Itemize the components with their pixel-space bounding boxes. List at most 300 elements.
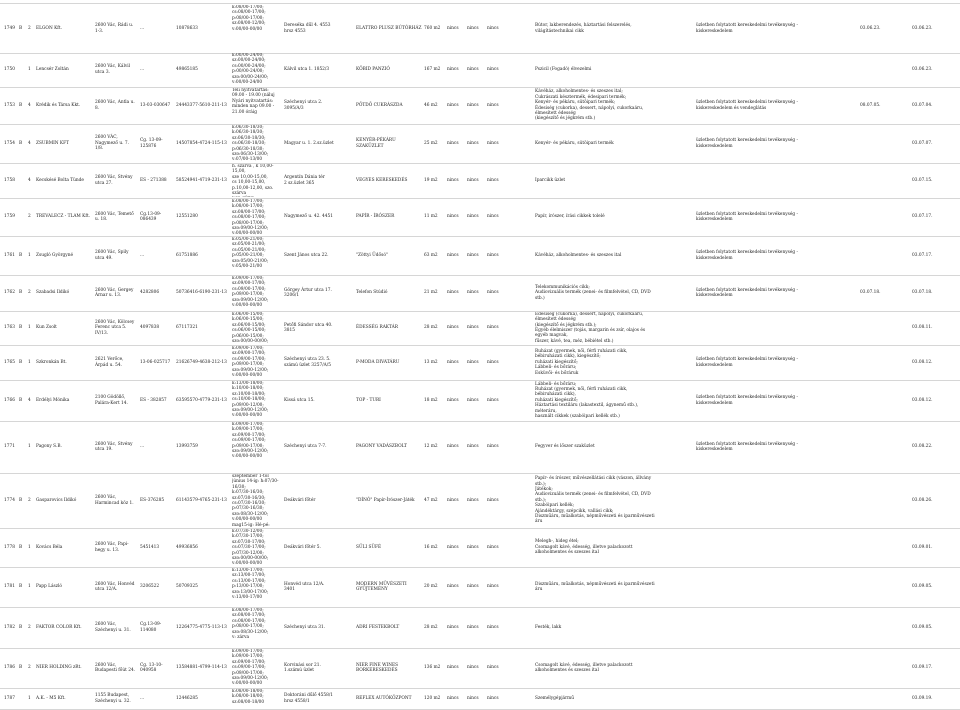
cell-name: FAKTOR COLOR Kft. [36,624,82,630]
cell-addr: 2600 Vác, Antla u. 8. [95,100,135,111]
table-row [0,607,960,649]
cell-place: Szent János utca 22. [284,252,329,258]
cell-reg: Cg.13-09-114080 [140,622,162,633]
cell-area: 18 m2 [424,397,438,403]
cell-shop: TOP - TURI [356,397,381,403]
cell-area: 760 m2 [424,25,441,31]
cell-hours: k:06/00-15/00; k:06/00-15/00; sz:06/00-15/00; cs:06/00-15/00; p:06/00-15/00; szo:00/00-00/00; [232,312,269,344]
cell-addr: 2600 Vác, Széchenyi u. 31. [95,622,131,633]
cell-a1: nincs [447,66,459,72]
cell-a3: nincs [487,290,499,296]
cell-a2: nincs [467,624,479,630]
table-row [0,236,960,276]
cell-area: 13 m2 [424,359,438,365]
cell-area: 19 m2 [424,177,438,183]
cell-act: üzletben folytatott kereskedelmi tevékenység - kiskereskedelem [696,250,798,261]
cell-reg: 3206522 [140,584,160,590]
cell-id: 1750 [4,66,15,72]
cell-tax: 49936856 [176,544,198,550]
cell-tax: 49865185 [176,66,198,72]
cell-t: B [19,252,23,258]
cell-id: 1754 [4,140,15,146]
cell-d1 [860,608,890,647]
cell-area: 120 m2 [424,695,441,701]
cell-id: 1759 [4,214,15,220]
cell-a3: nincs [487,214,499,220]
cell-goods: Festék, lakk [535,624,562,630]
cell-d2: 03.07.15. [912,177,933,183]
cell-act [696,689,831,708]
table-row [0,528,960,568]
cell-shop: "Zöttyi Üdősó" [356,252,388,258]
cell-reg: ... [140,252,145,258]
cell-addr: 1155 Budapest, Széchenyi u. 32. [95,693,131,704]
table-row [0,567,960,608]
cell-tax: 12446285 [176,695,198,701]
cell-hours: k:06/30-18/30; k:06/30-18/30; sz:06/30-18/30; cs:06/30-18/30; p:06/30-18/30; szo:06/30-13/00; v:07/00-13/00 [232,125,269,162]
cell-addr: 2600 Vác, Budapesti főút 24. [95,662,136,673]
cell-addr: 2600 Vác, Honvéd utca 12/A. [95,581,135,592]
cell-tax: 67117321 [176,325,198,331]
table-row [0,380,960,422]
cell-place: Korvinási sor 21. 1.számú üzlet [284,662,321,673]
cell-t [19,164,26,197]
cell-id: 1761 [4,252,15,258]
cell-place: Dereséka dűl 4. 4553 hrsz 4553 [284,23,331,34]
cell-hours: k:09/00-17/00; k:09/00-17/00; sz:09/00-17/00; cs:09/00-17/00; p:09/00-17/00; szo:09/00-12/00; v:00/00-00/00 [232,422,269,460]
cell-a1: nincs [447,325,459,331]
cell-area: 25 m2 [424,140,438,146]
cell-place: Nagymező u. 42. 4451 [284,214,333,220]
cell-act: üzletben folytatott kereskedelmi tevékenység - kiskereskedelem [696,441,798,452]
cell-d2: 03.07.18. [912,290,933,296]
cell-d2: 03.09.05. [912,624,933,630]
cell-a1: nincs [447,140,459,146]
table-row [0,3,960,54]
cell-a3: nincs [487,695,499,701]
cell-a3: nincs [487,444,499,450]
cell-a3: nincs [487,584,499,590]
cell-reg: ... [140,25,145,31]
cell-id: 1765 [4,359,15,365]
cell-reg: 13-06-025717 [140,359,171,365]
cell-area: 28 m2 [424,624,438,630]
cell-a3: nincs [487,25,499,31]
cell-d1 [860,689,890,708]
cell-tax: 12264775-4775-113-13 [176,624,227,630]
cell-t: B [19,25,23,31]
cell-reg: Cg.13-09-086439 [140,211,162,222]
cell-name: Zsugló Györgyné [36,252,74,258]
cell-a1: nincs [447,177,459,183]
cell-area: 47 m2 [424,497,438,503]
cell-hours: h. szárva , k 10,00-15,00, sze 10,00-15,00, cs 10,00-15,00, p.10,00-12,00, szo. szárva [232,164,274,197]
cell-a1: nincs [447,290,459,296]
cell-tax: 10878633 [176,25,198,31]
cell-a1: nincs [447,584,459,590]
cell-hours: k:00/00-24/00; sz:00/00-24/00; cs:00/00-24/00; p:00/00-24/00; szo:00/00-24/00; v:00/00-24/00 [232,53,269,86]
cell-hours: k:13/00-18/00; k:10/00-18/00; sz:10/00-18/00; cs:10/00-18/00; p:09/00-12/00; szo:09/00-12/00; v:00/00-00/00 [232,381,269,419]
cell-a2: nincs [467,325,479,331]
cell-addr: 2621 Verőce, Árpád u. 54. [95,357,124,368]
cell-d1 [860,422,890,472]
cell-a3: nincs [487,544,499,550]
cell-a1: nincs [447,214,459,220]
cell-reg: ES-376285 [140,497,165,503]
cell-reg: Cg. 13-10-040958 [140,662,163,673]
cell-t: B [19,584,23,590]
cell-d1 [860,53,890,86]
cell-tax: 24443377-5610-211-13 [176,102,227,108]
cell-hours: Téli nyitvatartás: 09.00 - 19.00 (náluj Nyári nyitvatartás: minden nap 09.00 - 21.00 óráig [232,88,275,115]
cell-a3: nincs [487,102,499,108]
cell-a2: nincs [467,444,479,450]
cell-a2: nincs [467,397,479,403]
cell-a3: nincs [487,66,499,72]
cell-n: 2 [28,497,31,503]
cell-place: Honvéd utca 12/A. 3401 [284,581,325,592]
cell-a2: nincs [467,290,479,296]
cell-d2: 03.09.01. [912,544,933,550]
cell-name: ELGON Kft. [36,25,62,31]
cell-d2: 03.07.04. [912,102,933,108]
cell-goods: Iparcikk üzlet [535,177,566,183]
cell-reg: ... [140,695,145,701]
cell-d2: 03.08.22. [912,444,933,450]
table-row [0,421,960,474]
cell-tax: 13993759 [176,444,198,450]
cell-act [696,568,831,606]
cell-place: Kálvil utca 1. 1852/3 [284,66,330,72]
cell-t [19,422,26,472]
cell-goods: Telekommunikációs cikk; Audiovizuális termék (zenei- és filmfelvétel, CD, DVD stb.) [535,284,651,301]
cell-name: Kun Zsolt [36,325,57,331]
cell-goods: Diszműáru, műalkotás, népművészeti és iparművészeti áru [535,581,655,592]
cell-d2: 03.08.12. [912,397,933,403]
cell-place: Deákvári főtér 5. [284,544,321,550]
cell-n: 4 [28,102,31,108]
cell-name: Gasparovics Ildikó [36,497,77,503]
cell-area: 16 m2 [424,544,438,550]
cell-name: Pagony S.B. [36,444,62,450]
cell-d2: 03.08.26. [912,497,933,503]
cell-place: Széchenyi utca 31. [284,624,326,630]
cell-act [696,649,831,687]
table-row [0,198,960,237]
cell-a1: nincs [447,25,459,31]
cell-t: B [19,665,23,671]
table-row [0,124,960,164]
cell-addr: 2600 Vác, Rádi u. 1-3. [95,23,134,34]
cell-goods: Fegyver és lőszer szaküzlet [535,444,595,450]
cell-d1 [860,529,890,566]
cell-n: 2 [28,25,31,31]
cell-name: ZSUBMIN KFT [36,140,69,146]
cell-shop: PAPÍR - ÍRÓSZER [356,214,395,220]
cell-id: 1758 [4,177,15,183]
cell-a1: nincs [447,397,459,403]
cell-a1: nincs [447,544,459,550]
cell-reg: 4097838 [140,325,160,331]
cell-name: Szabadsi Ildikó [36,290,70,296]
cell-act [696,608,831,647]
cell-place: Argentín Dánia tér 2 sz.üzlet 365 [284,175,325,186]
cell-a1: nincs [447,252,459,258]
table-row [0,648,960,689]
cell-a2: nincs [467,584,479,590]
cell-place: Deákvári főtér [284,497,316,503]
cell-act: üzletben folytatott kereskedelmi tevékenység - kiskereskedelem és vendeglátás [696,100,798,111]
cell-name: Kecskésé Bolta Tünde [36,177,84,183]
cell-t [19,53,26,86]
cell-id: 1786 [4,665,15,671]
cell-a1: nincs [447,624,459,630]
cell-a3: nincs [487,140,499,146]
cell-t: B [19,624,23,630]
cell-name: Krédik és Társa Kkt. [36,102,81,108]
cell-area: 20 m2 [424,584,438,590]
cell-shop: KÖBID PANZIÓ [356,66,390,72]
cell-a3: nincs [487,177,499,183]
cell-tax: 61143579-4765-231-13 [176,497,227,503]
cell-a2: nincs [467,177,479,183]
cell-a1: nincs [447,695,459,701]
cell-name: Papp László [36,584,62,590]
cell-id: 1763 [4,325,15,331]
cell-place: Széchenyi utca 7-7. [284,444,327,450]
cell-n: 4 [28,397,31,403]
cell-shop: P-MODA DIVATÁRU [356,359,400,365]
cell-n: 1 [28,325,31,331]
cell-hours: k:07/30-12/00; k:07/30-17/00; sz:07/30-17/00; cs:07/30-17/00; p:07/30-12/00; szo:00/00-00/00; v:00/00-00/00 [232,529,269,566]
cell-id: 1749 [4,25,15,31]
cell-shop: ÉDESSÉG RAKTÁR [356,325,398,331]
cell-hours: k:08/00-17/00; cs:08/00-17/00; p:08/00-17/00; sz:08/00-12/00; v:00/00-00/00 [232,5,266,32]
cell-shop: PÖTDÖ CUKRÁSZDA [356,102,403,108]
cell-t: B [19,290,23,296]
cell-reg: ES - 271388 [140,177,167,183]
cell-n: 2 [28,214,31,220]
cell-act [696,312,831,344]
cell-goods: Pszicil (Fogadó) élvezelmi [535,66,592,72]
cell-tax: 14507854-4724-115-13 [176,140,227,146]
cell-a2: nincs [467,102,479,108]
cell-d1 [860,346,890,379]
cell-reg: Cg. 13-09-125876 [140,138,163,149]
cell-n: 4 [28,177,31,183]
cell-id: 1787 [4,695,15,701]
table-row [0,688,960,710]
cell-addr: 2600 Vác, Kálvil utca 3. [95,64,131,75]
cell-act: üzletben folytatott kereskedelmi tevékenység - kiskereskedelem [696,395,798,406]
cell-a3: nincs [487,497,499,503]
cell-reg: ES - 382857 [140,397,167,403]
cell-a1: nincs [447,497,459,503]
cell-a1: nincs [447,665,459,671]
cell-act: üzletben folytatott kereskedelmi tevékenység - kiskereskedelem [696,23,798,34]
cell-area: 21 m2 [424,290,438,296]
cell-d1: 08.07.05. [860,102,881,108]
table-row [0,311,960,346]
cell-goods: Édesiség (cukorka), dessert, nápolyi, cukorkaáru, élmesített édesség (kiegészítő és jégkrém stb.); Egyéb élelmiszer (tojás, margarin és zsír, olajos és egyéb magvak, fűszer, kávé, tea, méz, bébiétel stb.) [535,312,646,344]
cell-n: 1 [28,66,31,72]
cell-reg: ... [140,444,145,450]
cell-shop: KENYÉR-PÉKÁRU SZAKÜZLET [356,138,396,149]
cell-addr: 2600 Vác, Stvény utca 27. [95,175,133,186]
cell-d2: 03.07.17. [912,252,933,258]
cell-goods: Lábbeli- és bőráru; Ruházat (gyermek, női, férfi ruházati cikk, bébiruházati cikk), ruházati kiegészítő; Háztartási textiláru (lakastextil, ágynemű stb.), méteráru, használt cikkek (szabóipari kellék stb.) [535,381,639,420]
cell-t [19,199,26,235]
cell-a3: nincs [487,252,499,258]
cell-addr: 2600 Vác, Kölcsey Ferenc utca 5. IV/13. [95,319,135,336]
cell-hours: k:13/00-17/00; sz:13/00-17/00; cs:13/00-17/00; p:13/00-17/00; szo:13/00-17/00; v:13/00-17/00 [232,568,269,601]
cell-n: 1 [28,544,31,550]
cell-addr: 2600 Vác, Temető u. 18. [95,211,134,222]
cell-d1 [860,312,890,344]
cell-id: 1774 [4,497,15,503]
cell-a2: nincs [467,665,479,671]
table-row [0,87,960,125]
cell-t: B [19,140,23,146]
cell-d2: 03.06.23. [912,66,933,72]
cell-name: Lencsér Zoltán [36,66,69,72]
cell-tax: 13584881-4799-114-13 [176,665,227,671]
cell-hours: k:08/00-17/00; sz:08/00-17/00; cs:08/00-17/00; p:08/00-17/00; szo:08/30-12/00; v: zárva [232,608,269,641]
cell-t [19,689,26,708]
cell-goods: Papír- és írószer, művészellátási cikk (vászon, állvány stb.); Játékok; Audiovizuális termék (zenei- és filmfelvétel, CD, DVD stb.); Szabóipari kellék; Ajándéktárgy, szépcikk, vallási cikk; Diszműáru, műalkotás, népművészeti és iparművészeti áru [535,476,655,525]
cell-a1: nincs [447,102,459,108]
cell-hours: k:09/00-17/00; k:09/00-17/00; sz:09/00-17/00; cs:09/00-17/00; p:09/00-17/00; szo:09/00-12/00; v:00/00-00/00 [232,649,269,687]
cell-act [696,474,831,527]
cell-tax: 50709325 [176,584,198,590]
cell-t: B [19,397,23,403]
cell-d1 [860,568,890,606]
cell-name: NIER HOLDING zRt. [36,665,82,671]
cell-reg: 4282806 [140,290,160,296]
cell-d2: 03.09.19. [912,695,933,701]
cell-addr: 2600 VÁC, Nagymező u. 7. 1/8. [95,135,129,152]
cell-t: B [19,497,23,503]
cell-goods: Melegh-, hideg étel; Csomagolt kávé, édesség, illetve palackozott alkoholmentes és szeszes ital [535,539,633,556]
cell-goods: Bútor, lakberendezés, háztartási felszerelés, világítástechnikai cikk [535,23,632,34]
cell-id: 1781 [4,584,15,590]
cell-a3: nincs [487,665,499,671]
cell-a2: nincs [467,25,479,31]
cell-name: Erdélyi Mónika [36,397,70,403]
cell-a3: nincs [487,359,499,365]
table-row [0,345,960,381]
cell-n: 1 [28,252,31,258]
cell-shop: MODERN MŰVÉSZETI GYŰJTEMÉNY [356,581,407,592]
cell-hours: k:09/00-17/00; sz:09/00-17/00; cs:09/00-17/00; p:09/00-17/00; szo:09/00-12/00; v:00/00-00/00 [232,276,269,309]
cell-hours: k:09/00-17/00; sz:09/00-17/00; cs:09/00-17/00; p:09/00-17/00; szo:09/00-12/00; v:00/00-00/00 [232,346,269,379]
cell-addr: 2600 Vác, Gergey Árnar u. 13. [95,287,134,298]
cell-act: üzletben folytatott kereskedelmi tevékenység - kiskereskedelem [696,138,798,149]
cell-id: 1782 [4,624,15,630]
cell-tax: 58524941-4719-231-13 [176,177,227,183]
cell-shop: PAGONY VADÁSZBOLT [356,444,408,450]
cell-place: Görgey Ártur utca 17. 3206/1 [284,287,332,298]
cell-name: Szkronkán Bt. [36,359,67,365]
cell-goods: Ruházat (gyermek, női, férfi ruházati cikk, bébiruházati cikk), kiegészítő; ruházati kiegészítő; Lábbeli- és bőráru; Esküvői- és bőráruk [535,348,628,376]
cell-a2: nincs [467,214,479,220]
cell-shop: "DÍNÓ" Papír-Írószer-Játék [356,497,415,503]
cell-place: Széchenyi utca 23. 5. számú üzlet 3257/A/5 [284,357,331,368]
cell-goods: Személygépjármű [535,695,575,701]
cell-tax: 50736416-6190-231-13 [176,290,227,296]
cell-act [696,164,831,197]
cell-area: 63 m2 [424,252,438,258]
cell-d2: 03.09.17. [912,665,933,671]
cell-place: Petőfi Sándor utca 40. 3815 [284,322,333,333]
cell-n: 2 [28,665,31,671]
cell-a1: nincs [447,444,459,450]
cell-addr: 2600 Vác, Papi-hegy u. 13. [95,542,129,553]
cell-shop: REFLEX AUTÓKÖZPONT [356,695,412,701]
cell-hours: k:08/00-18/00; k:08/00-18/00; sz:08/00-18/00 [232,689,265,705]
cell-d2: 03.07.07. [912,140,933,146]
cell-d1 [860,649,890,687]
cell-reg: ... [140,66,145,72]
cell-area: 12 m2 [424,444,438,450]
cell-shop: ADRI FESTEKBOLT [356,624,400,630]
cell-a1: nincs [447,359,459,365]
cell-area: 167 m2 [424,66,441,72]
cell-d1 [860,474,890,527]
cell-area: 46 m2 [424,102,438,108]
table-row [0,275,960,312]
cell-d2: 03.08.11. [912,325,933,331]
cell-addr: 2600 Vác, Spily utca 49. [95,250,129,261]
cell-place: Széchenyi utca 2. 3095/A/3 [284,100,323,111]
cell-d1 [860,199,890,235]
cell-goods: Kávéház, alkoholmentes- és szeszes ital; Cukrászati késztermék, édesipari termék; Kenyér- és pékáru, sütöipari termék; Édesiség (cukorka), dessert, nápolyi, cukorkaáru, élmesített édesség (kiegészítő és jégkrém stb.) [535,89,644,122]
cell-n: 1 [28,584,31,590]
cell-area: 136 m2 [424,665,441,671]
table-row [0,473,960,529]
cell-place: Kissá utca 15. [284,397,315,403]
cell-a2: nincs [467,359,479,365]
cell-d2: 03.07.17. [912,214,933,220]
cell-reg: 13-03-030647 [140,102,171,108]
cell-n: 1 [28,695,31,701]
cell-n: 2 [28,290,31,296]
cell-n: 1 [28,359,31,365]
cell-hours: k:08/00-17/00; k:08/00-17/00; sz:08/00-17/00; cs:08/00-17/00; p:08/00-17/00; szo:09/00-12/00; v:00/00-00/00 [232,199,269,235]
cell-addr: 2600 Vác, Harmincad köz 1. [95,495,134,506]
cell-shop: ELATTRO PLUSZ BÚTÓRHÁZ [356,25,422,31]
cell-d1 [860,237,890,274]
cell-d2: 03.06.23. [912,25,933,31]
cell-a2: nincs [467,497,479,503]
cell-id: 1762 [4,290,15,296]
cell-goods: Kenyér- és pékáru, sütöipari termék [535,140,614,146]
cell-id: 1753 [4,102,15,108]
cell-hours: szeptember 1-től június 14-ig: h:07/30-16/30; k:07/30-16/30; sz:07/30-16/30; cs:07/30-16/30; p:07/30-16/30; szo:08/30-12/00; v:00/00-00/00 mag15-ig: Hé-pé: [232,474,279,527]
cell-place: Doktoráni dűlő 4558/1 hrsz 4558/1 [284,693,334,704]
cell-a2: nincs [467,695,479,701]
cell-tax: 61751886 [176,252,198,258]
cell-id: 1771 [4,444,15,450]
cell-d1: 03.07.18. [860,290,881,296]
cell-d2: 03.09.05. [912,584,933,590]
cell-tax: 63595570-4779-231-13 [176,397,227,403]
cell-tax: 21626749-4638-212-13 [176,359,227,365]
cell-tax: 12551280 [176,214,198,220]
cell-name: TREVALECZ - TLAM Kft. [36,214,91,220]
cell-act: üzletben folytatott kereskedelmi tevékenység - kiskereskedelem [696,287,798,298]
cell-a3: nincs [487,325,499,331]
